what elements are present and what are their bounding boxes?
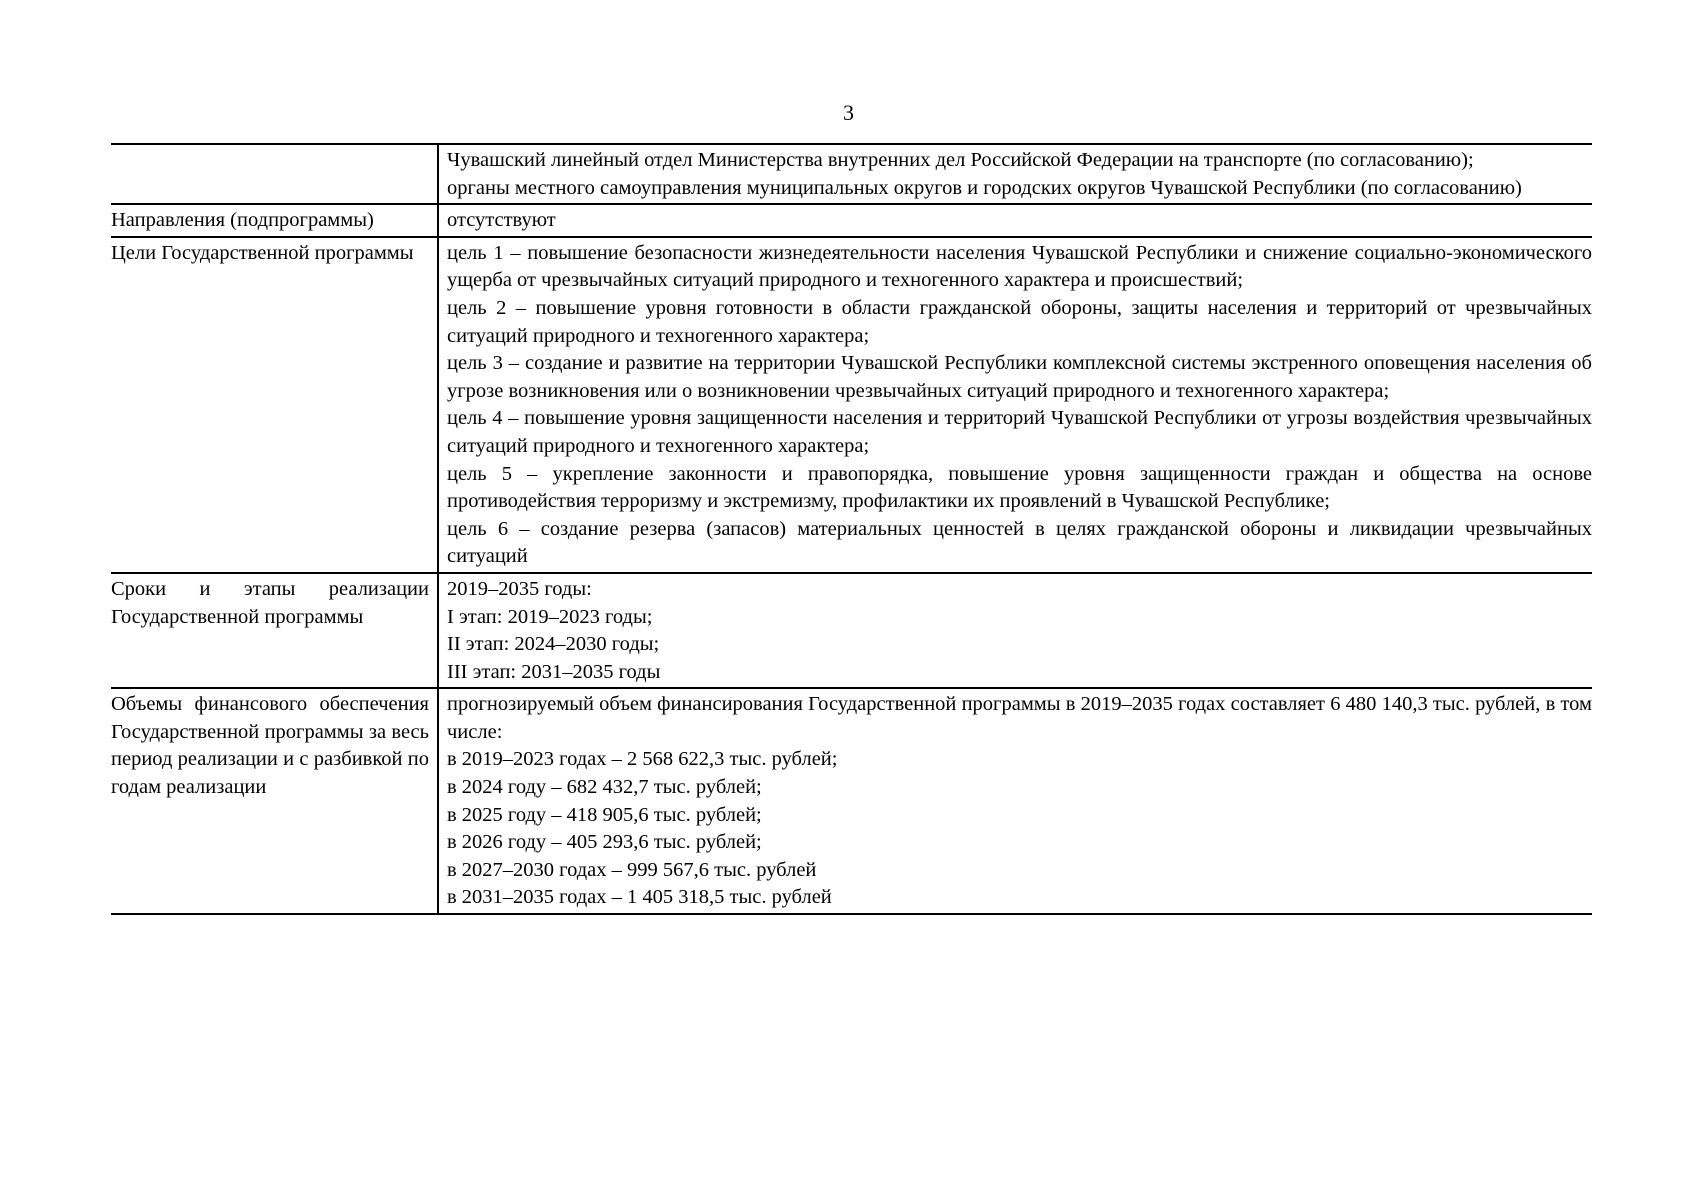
stage-line: III этап: 2031–2035 годы (447, 660, 661, 683)
row-label: Цели Государственной программы (111, 241, 414, 264)
funding-line: прогнозируемый объем финансирования Государственной программы в 2019–2035 годах составляет 6 480 140,3 тыс. рублей, в том числе: (447, 693, 1592, 743)
funding-line: в 2026 году – 405 293,6 тыс. рублей; (447, 831, 762, 854)
stage-line: 2019–2035 годы: (447, 577, 592, 600)
stage-line: I этап: 2019–2023 годы; (447, 605, 653, 628)
funding-line: в 2031–2035 годах – 1 405 318,5 тыс. рублей (447, 886, 832, 909)
table-row (111, 688, 1592, 914)
funding-line: в 2025 году – 418 905,6 тыс. рублей; (447, 803, 762, 826)
content-line: отсутствуют (447, 209, 556, 232)
row-label: Сроки и этапы реализации Государственной программы (111, 577, 429, 628)
goal-item: цель 3 – создание и развитие на территории Чувашской Республики комплексной системы экстренного оповещения населения об угрозе возникновения или о возникновении чрезвычайных ситуаций природного и техногенного характера; (447, 352, 1592, 402)
goal-item: цель 1 – повышение безопасности жизнедеятельности населения Чувашской Республики и снижение социально-экономического ущерба от чрезвычайных ситуаций природного и техногенного характера и происшествий; (447, 241, 1592, 292)
funding-line: в 2019–2023 годах – 2 568 622,3 тыс. рублей; (447, 748, 838, 771)
table-row (111, 573, 1592, 688)
table-row (111, 204, 1592, 237)
content-line: Чувашский линейный отдел Министерства внутренних дел Российской Федерации на транспорте (по согласованию); (447, 149, 1474, 171)
goal-item: цель 2 – повышение уровня готовности в области гражданской обороны, защиты населения и территорий от чрезвычайных ситуаций природного и техногенного характера; (447, 296, 1592, 347)
row-content (438, 573, 1592, 688)
passport-table (111, 143, 1592, 915)
funding-line: в 2024 году – 682 432,7 тыс. рублей; (447, 776, 762, 799)
content-line: органы местного самоуправления муниципальных округов и городских округов Чувашской Республики (по согласованию) (447, 176, 1522, 199)
row-label: Направления (подпрограммы) (111, 209, 374, 232)
page-number: 3 (843, 100, 854, 125)
row-content (438, 144, 1592, 204)
goal-item: цель 5 – укрепление законности и правопорядка, повышение уровня защищенности граждан и общества на основе противодействия терроризму и экстремизму, профилактики их проявлений в Чувашской Республике; (447, 462, 1592, 513)
row-content (438, 237, 1592, 573)
row-content (438, 688, 1592, 914)
row-content (438, 204, 1592, 237)
row-label (111, 144, 438, 204)
table-row (111, 237, 1592, 573)
table-row (111, 144, 1592, 204)
stage-line: II этап: 2024–2030 годы; (447, 633, 660, 656)
goal-item: цель 4 – повышение уровня защищенности населения и территорий Чувашской Республики от угрозы воздействия чрезвычайных ситуаций природного и техногенного характера; (447, 407, 1592, 457)
goal-item: цель 6 – создание резерва (запасов) материальных ценностей в целях гражданской обороны и ликвидации чрезвычайных ситуаций (447, 517, 1592, 568)
row-label: Объемы финансового обеспечения Государственной программы за весь период реализации и с разбивкой по годам реализации (111, 693, 429, 799)
funding-line: в 2027–2030 годах – 999 567,6 тыс. рублей (447, 858, 817, 881)
